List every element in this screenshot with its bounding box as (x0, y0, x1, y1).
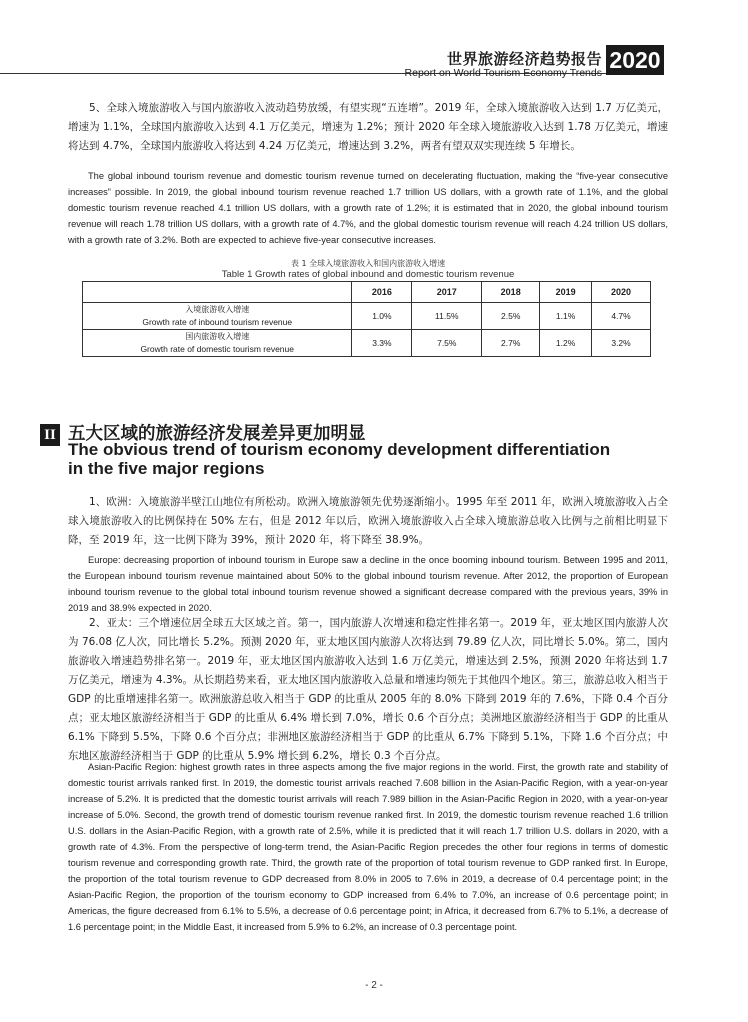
section-title-en: The obvious trend of tourism economy development differentiation in the five major regions (68, 440, 611, 478)
table-cell: 11.5% (412, 303, 482, 330)
paragraph-5-en: The global inbound tourism revenue and domestic tourism revenue turned on decelerating fluctuation, making the “five-year consecutive increases” possible. In 2019, the global inbound tourism revenue reached 1.7 trillion US dollars, with a growth rate of 1.1%, and the global domestic tourism revenue reached 4.1 trillion US dollars, with a growth rate of 1.2%; it is estimated that in 2020, the global inbound tourism revenue will reach 1.78 trillion US dollars, with a growth rate of 4.7%, and the global domestic tourism revenue will reach 4.24 trillion US dollars, with a growth rate of 3.2%. Both are expected to achieve five-year consecutive increases. (68, 171, 668, 245)
table-cell: 7.5% (412, 330, 482, 357)
row-label (83, 330, 352, 357)
column-header: 2017 (412, 282, 482, 303)
report-title-en: Report on World Tourism Economy Trends (404, 67, 602, 79)
column-header: 2020 (592, 282, 651, 303)
europe-paragraph-cn: 1、欧洲：入境旅游半壁江山地位有所松动。欧洲入境旅游领先优势逐渐缩小。1995 年至 2011 年，欧洲入境旅游收入占全球入境旅游收入的比例保持在 50% 左右，但是 2012 年以后，欧洲入境旅游收入占全球入境旅游总收入比例与之前相比明显下降，至 2019 年，这一比例下降为 39%，预计 2020 年，将下降至 38.9%。 (68, 496, 668, 546)
growth-rate-table (82, 281, 651, 357)
column-header: 2016 (352, 282, 412, 303)
page-number: - 2 - (365, 980, 383, 991)
table-cell: 3.2% (592, 330, 651, 357)
column-header: 2019 (540, 282, 592, 303)
table-cell: 3.3% (352, 330, 412, 357)
table-corner-cell (83, 282, 352, 303)
table-cell: 2.5% (482, 303, 540, 330)
table-row (83, 303, 651, 330)
table-cell: 4.7% (592, 303, 651, 330)
table-cell: 2.7% (482, 330, 540, 357)
asia-paragraph-cn: 2、亚太：三个增速位居全球五大区域之首。第一，国内旅游人次增速和稳定性排名第一。2019 年，亚太地区国内旅游人次为 76.08 亿人次，同比增长 5.2%。预测 2020 年，亚太地区国内旅游人次将达到 79.89 亿人次，同比增长 5.0%。第二，国内旅游收入增速趋势排名第一。2019 年，亚太地区国内旅游收入达到 1.6 万亿美元，增速达到 2.5%，预测 2020 年将达到 1.7 万亿美元，增速为 4.3%。从长期趋势来看，亚太地区国内旅游收入总量和增速均领先于其他四个地区。第三，旅游总收入相当于 GDP 的比重增速排名第一。欧洲旅游总收入相当于 GDP 的比重从 2005 年的 8.0% 下降到 2019 年的 7.6%，下降 0.4 个百分点；亚太地区旅游经济相当于 GDP 的比重从 6.4% 增长到 7.0%，增长 0.6 个百分点；美洲地区旅游经济相当于 GDP 的比重从 6.1% 下降到 5.5%，下降 0.6 个百分点；非洲地区旅游经济相当于 GDP 的比重从 6.7% 下降到 5.1%，下降 1.6 个百分点；中东地区旅游经济相当于 GDP 的比重从 5.9% 增长到 6.2%，增长 0.3 个百分点。 (68, 617, 668, 762)
table-row (83, 330, 651, 357)
report-title-cn: 世界旅游经济趋势报告 (446, 50, 602, 68)
asia-paragraph-en: Asian-Pacific Region: highest growth rates in three aspects among the five major regions in the world. First, the growth rate and stability of domestic tourist arrivals ranked first. In 2019, the domestic tourist arrivals reached 7.608 billion in the Asian-Pacific Region, with a year-on-year increase of 5.2%. It is predicted that the domestic tourist arrivals will reach 7.989 billion in the Asian-Pacific Region in 2020, with a year-on-year increase of 5.0%. Second, the growth trend of domestic tourism revenue ranked first. In 2019, the domestic tourism revenue reached 1.6 trillion U.S. dollars in the Asian-Pacific Region, with a growth rate of 2.5%, while it is predicted that it will reach 1.7 trillion U.S. dollars in 2020, with a growth rate of 4.3%. From the perspective of long-term trend, the Asian-Pacific Region precedes the other four regions in terms of domestic tourism revenue and corresponding growth rate. Third, the growth rate of the proportion of total tourism revenue to GDP ranked first. In Europe, the proportion of the total tourism revenue to GDP decreased from 8.0% in 2005 to 7.6% in 2019, a decrease of 0.4 percentage point; in the Asian-Pacific Region, the proportion of the tourism economy to GDP increased from 6.4% to 7.0%, an increase of 0.6 percentage point; in Americas, the figure decreased from 6.1% to 5.5%, a decrease of 0.6 percentage point; in Africa, it decreased from 6.7% to 5.1%, a decrease of 1.6 percentage point; in the Middle East, it increased from 5.9% to 6.2%, an increase of 0.3 percentage point. (68, 762, 668, 932)
table-caption-en: Table 1 Growth rates of global inbound and domestic tourism revenue (221, 269, 515, 280)
table-cell: 1.1% (540, 303, 592, 330)
row-label-cn: 国内旅游收入增速 (185, 332, 250, 341)
table-cell: 1.0% (352, 303, 412, 330)
row-label-cn: 入境旅游收入增速 (185, 305, 250, 314)
section-title-cn: 五大区域的旅游经济发展差异更加明显 (68, 424, 366, 444)
page-header (0, 42, 748, 82)
europe-paragraph-en: Europe: decreasing proportion of inbound tourism in Europe saw a decline in the once booming inbound tourism. Between 1995 and 2011, the European inbound tourism revenue maintained about 50% to the global inbound tourism revenue. After 2012, the proportion of European inbound tourism revenue to the global total inbound tourism revenue showed a significant decrease compared with the previous years, 39% in 2019 and 38.9% expected in 2020. (68, 555, 668, 613)
table-caption-cn: 表 1 全球入境旅游收入和国内旅游收入增速 (290, 259, 446, 268)
column-header: 2018 (482, 282, 540, 303)
row-label-en: Growth rate of domestic tourism revenue (140, 344, 294, 354)
table-header-row (83, 282, 651, 303)
paragraph-5-cn: 5、全球入境旅游收入与国内旅游收入波动趋势放缓，有望实现“五连增”。2019 年，全球入境旅游收入达到 1.7 万亿美元，增速为 1.1%，全球国内旅游收入达到 4.1 万亿美元，增速为 1.2%；预计 2020 年全球入境旅游收入达到 1.78 万亿美元，增速将达到 4.7%，全球国内旅游收入将达到 4.24 万亿美元，增速达到 3.2%，两者有望双双实现连续 5 年增长。 (68, 102, 668, 152)
section-number-badge: II (40, 424, 60, 446)
row-label (83, 303, 352, 330)
row-label-en: Growth rate of inbound tourism revenue (142, 317, 293, 327)
report-year-badge: 2020 (606, 45, 664, 75)
table-cell: 1.2% (540, 330, 592, 357)
